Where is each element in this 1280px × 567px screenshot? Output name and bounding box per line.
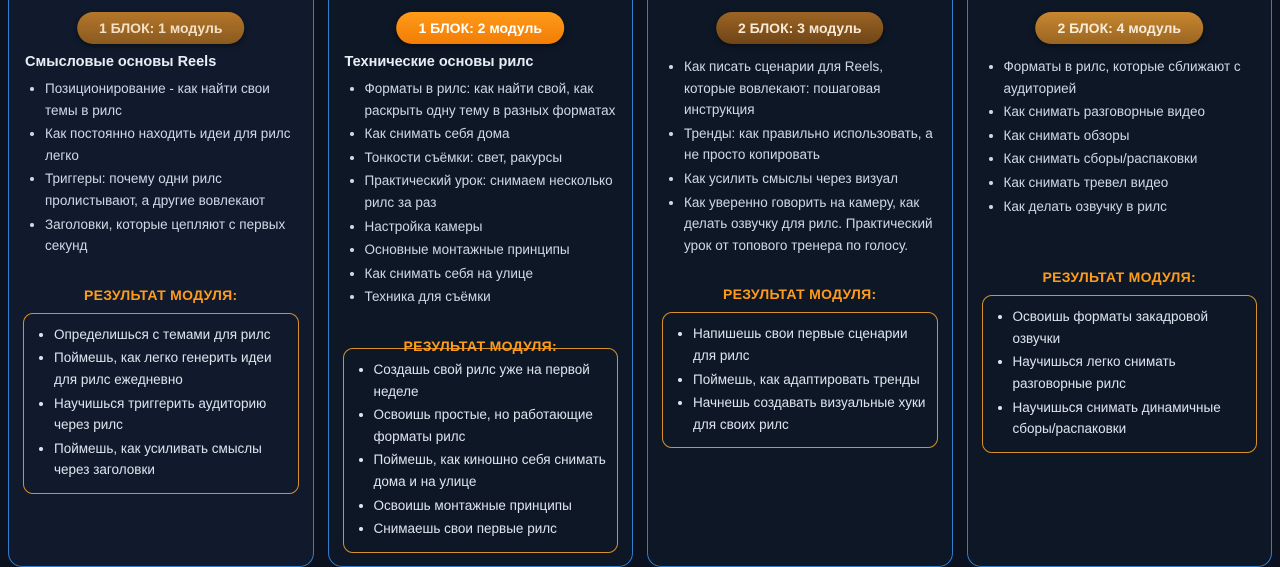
- list-item: • Научишься легко снимать разговорные рилс: [1013, 351, 1247, 394]
- list-item: • Форматы в рилс: как найти свой, как раскрыть одну тему в разных форматах: [365, 78, 619, 121]
- list-item: • Как снимать разговорные видео: [1004, 101, 1258, 123]
- module-card-2: [328, 0, 634, 567]
- list-item: • Тонкости съёмки: свет, ракурсы: [365, 147, 619, 169]
- module-badge-4: 2 БЛОК: 4 модуль: [1035, 12, 1203, 44]
- module-title-2: Технические основы рилс: [344, 54, 534, 70]
- list-item: • Как снимать сборы/распаковки: [1004, 148, 1258, 170]
- list-item: • Создашь свой рилс уже на первой неделе: [374, 359, 608, 402]
- list-item: • Начнешь создавать визуальные хуки для своих рилс: [693, 392, 927, 435]
- list-item: • Как постоянно находить идеи для рилс легко: [45, 123, 299, 166]
- result-list-3: [667, 323, 927, 435]
- list-item: • Научишься снимать динамичные сборы/распаковки: [1013, 397, 1247, 440]
- result-box-2: [343, 348, 619, 553]
- list-item: • Заголовки, которые цепляют с первых секунд: [45, 214, 299, 257]
- module-card-3: [647, 0, 953, 567]
- result-label-1: РЕЗУЛЬТАТ МОДУЛЯ:: [84, 286, 238, 303]
- result-label-3: РЕЗУЛЬТАТ МОДУЛЯ:: [723, 286, 877, 303]
- result-list-4: [987, 306, 1247, 440]
- list-item: • Как уверенно говорить на камеру, как делать озвучку для рилс. Практический урок от топового тренера по голосу.: [684, 192, 938, 257]
- list-item: • Напишешь свои первые сценарии для рилс: [693, 323, 927, 366]
- list-item: • Позиционирование - как найти свои темы в рилс: [45, 78, 299, 121]
- result-box-4: [982, 295, 1258, 453]
- result-list-1: [28, 324, 288, 481]
- list-item: • Настройка камеры: [365, 216, 619, 238]
- module-topic-list-4: [982, 56, 1258, 217]
- module-card-1: [8, 0, 314, 567]
- list-item: • Снимаешь свои первые рилс: [374, 518, 608, 540]
- module-title-1: Смысловые основы Reels: [25, 54, 217, 70]
- list-item: • Техника для съёмки: [365, 286, 619, 308]
- result-list-2: [348, 359, 608, 540]
- module-topic-list-3: [662, 56, 938, 256]
- list-item: • Поймешь, как адаптировать тренды: [693, 369, 927, 391]
- module-topic-list-2: [343, 78, 619, 308]
- list-item: • Научишься триггерить аудиторию через рилс: [54, 393, 288, 436]
- list-item: • Освоишь форматы закадровой озвучки: [1013, 306, 1247, 349]
- list-item: • Как снимать тревел видео: [1004, 172, 1258, 194]
- list-item: • Форматы в рилс, которые сближают с аудиторией: [1004, 56, 1258, 99]
- result-box-1: [23, 313, 299, 494]
- result-label-4: РЕЗУЛЬТАТ МОДУЛЯ:: [1042, 269, 1196, 286]
- list-item: • Освоишь простые, но работающие форматы рилс: [374, 404, 608, 447]
- list-item: • Освоишь монтажные принципы: [374, 495, 608, 517]
- list-item: • Как делать озвучку в рилс: [1004, 196, 1258, 218]
- list-item: • Триггеры: почему одни рилс пролистывают, а другие вовлекают: [45, 168, 299, 211]
- list-item: • Поймешь, как усиливать смыслы через заголовки: [54, 438, 288, 481]
- result-label-2: РЕЗУЛЬТАТ МОДУЛЯ:: [403, 337, 557, 354]
- list-item: • Поймешь, как киношно себя снимать дома и на улице: [374, 449, 608, 492]
- list-item: • Как снимать себя дома: [365, 123, 619, 145]
- list-item: • Тренды: как правильно использовать, а не просто копировать: [684, 123, 938, 166]
- list-item: • Как писать сценарии для Reels, которые вовлекают: пошаговая инструкция: [684, 56, 938, 121]
- module-badge-2: 1 БЛОК: 2 модуль: [396, 12, 564, 44]
- list-item: • Как снимать обзоры: [1004, 125, 1258, 147]
- module-badge-1: 1 БЛОК: 1 модуль: [77, 12, 245, 44]
- module-topic-list-1: [23, 78, 299, 257]
- list-item: • Как снимать себя на улице: [365, 263, 619, 285]
- list-item: • Поймешь, как легко генерить идеи для рилс ежедневно: [54, 347, 288, 390]
- result-box-3: [662, 312, 938, 448]
- list-item: • Практический урок: снимаем несколько рилс за раз: [365, 170, 619, 213]
- list-item: • Как усилить смыслы через визуал: [684, 168, 938, 190]
- list-item: • Основные монтажные принципы: [365, 239, 619, 261]
- list-item: • Определишься с темами для рилс: [54, 324, 288, 346]
- module-badge-3: 2 БЛОК: 3 модуль: [716, 12, 884, 44]
- module-card-4: [967, 0, 1273, 567]
